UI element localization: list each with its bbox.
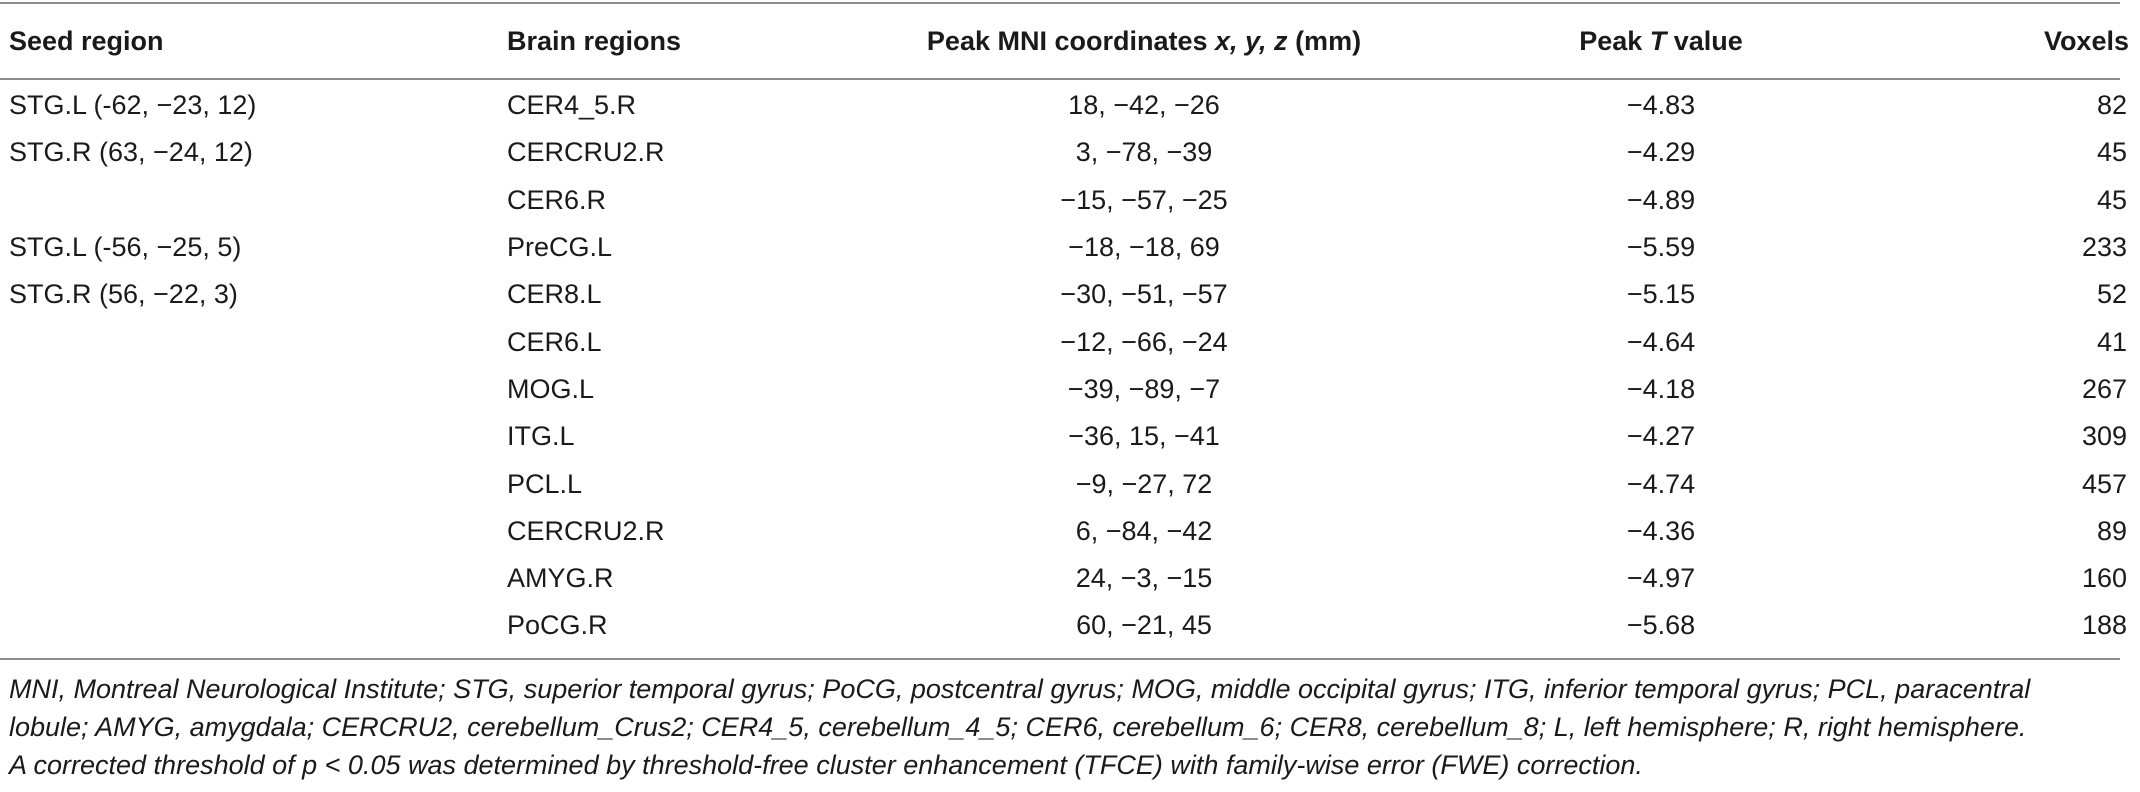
header-coords-vars: x, y, z bbox=[1215, 25, 1288, 56]
cell-peak-coordinates: −30, −51, −57 bbox=[1060, 279, 1228, 310]
cell-peak-coordinates: −9, −27, 72 bbox=[1075, 468, 1213, 499]
table-row bbox=[0, 460, 2140, 507]
header-brain-regions: Brain regions bbox=[507, 25, 682, 56]
cell-peak-coordinates: −36, 15, −41 bbox=[1068, 421, 1220, 452]
cell-peak-t-value: −4.36 bbox=[1626, 515, 1696, 546]
footnote-line: A corrected threshold of p < 0.05 was determined by threshold-free cluster enhancement (TFCE) with family-wise error (FWE) correction. bbox=[9, 750, 1643, 780]
cell-seed-region bbox=[0, 366, 507, 413]
cell-brain-region: PoCG.R bbox=[507, 610, 608, 641]
cell-seed-region bbox=[0, 318, 507, 365]
cell-brain-region: CER6.R bbox=[507, 184, 607, 215]
header-voxels: Voxels bbox=[2043, 25, 2129, 56]
cell-brain-region: MOG.L bbox=[507, 373, 595, 404]
cell-seed-region bbox=[0, 413, 507, 460]
cell-brain-region: ITG.L bbox=[507, 421, 575, 452]
header-row bbox=[0, 4, 2140, 78]
cell-voxels: 309 bbox=[2081, 421, 2127, 452]
table-bottom-rule bbox=[0, 658, 2120, 660]
cell-voxels: 45 bbox=[2096, 184, 2127, 215]
cell-peak-coordinates: 18, −42, −26 bbox=[1068, 90, 1220, 121]
table-row bbox=[0, 271, 2140, 318]
header-peak-prefix: Peak bbox=[1579, 25, 1650, 56]
footnote-line: MNI, Montreal Neurological Institute; STG, superior temporal gyrus; PoCG, postcentral gyrus; MOG, middle occipital gyrus; ITG, inferior temporal gyrus; PCL, paracentral bbox=[9, 674, 2031, 704]
cell-peak-t-value: −5.59 bbox=[1626, 232, 1696, 263]
cell-peak-coordinates: −18, −18, 69 bbox=[1068, 232, 1220, 263]
table-row bbox=[0, 413, 2140, 460]
table-row bbox=[0, 508, 2140, 555]
table-row bbox=[0, 318, 2140, 365]
cell-voxels: 82 bbox=[2096, 90, 2127, 121]
cell-voxels: 160 bbox=[2081, 563, 2127, 594]
cell-brain-region: PreCG.L bbox=[507, 232, 613, 263]
header-coords-prefix: Peak MNI coordinates bbox=[926, 25, 1216, 56]
cell-seed-region: STG.R (63, −24, 12) bbox=[9, 137, 253, 168]
table-body bbox=[0, 78, 2140, 650]
cell-seed-region bbox=[0, 602, 507, 649]
header-peak-suffix: value bbox=[1666, 25, 1743, 56]
cell-brain-region: CERCRU2.R bbox=[507, 515, 665, 546]
table-row bbox=[0, 177, 2140, 224]
table-row bbox=[0, 555, 2140, 602]
table-row bbox=[0, 129, 2140, 176]
cell-peak-t-value: −4.74 bbox=[1626, 468, 1696, 499]
cell-peak-t-value: −4.83 bbox=[1626, 90, 1696, 121]
table-footnote bbox=[9, 670, 2109, 784]
cell-seed-region bbox=[0, 460, 507, 507]
cell-brain-region: CER4_5.R bbox=[507, 90, 637, 121]
header-peak-t-value bbox=[1421, 4, 1901, 78]
cell-peak-t-value: −4.27 bbox=[1626, 421, 1696, 452]
cell-voxels: 233 bbox=[2081, 232, 2127, 263]
cell-peak-t-value: −5.15 bbox=[1626, 279, 1696, 310]
cell-peak-coordinates: 60, −21, 45 bbox=[1076, 610, 1212, 641]
cell-peak-coordinates: −15, −57, −25 bbox=[1060, 184, 1228, 215]
cell-peak-t-value: −4.18 bbox=[1626, 373, 1696, 404]
cell-peak-t-value: −4.29 bbox=[1626, 137, 1696, 168]
cell-voxels: 52 bbox=[2096, 279, 2127, 310]
cell-voxels: 89 bbox=[2096, 515, 2127, 546]
cell-peak-t-value: −5.68 bbox=[1626, 610, 1696, 641]
cell-voxels: 267 bbox=[2081, 373, 2127, 404]
cell-peak-coordinates: 6, −84, −42 bbox=[1075, 515, 1213, 546]
cell-seed-region: STG.L (-56, −25, 5) bbox=[9, 232, 242, 263]
cell-brain-region: CER6.L bbox=[507, 326, 602, 357]
footnote-line: lobule; AMYG, amygdala; CERCRU2, cerebellum_Crus2; CER4_5, cerebellum_4_5; CER6, cerebellum_6; CER8, cerebellum_8; L, left hemisphere; R, right hemisphere. bbox=[9, 712, 2027, 742]
header-seed-region: Seed region bbox=[9, 25, 164, 56]
table-row bbox=[0, 602, 2140, 649]
cell-peak-coordinates: −12, −66, −24 bbox=[1060, 326, 1228, 357]
cell-voxels: 188 bbox=[2081, 610, 2127, 641]
cell-voxels: 41 bbox=[2096, 326, 2127, 357]
cell-brain-region: PCL.L bbox=[507, 468, 583, 499]
cell-seed-region: STG.R (56, −22, 3) bbox=[9, 279, 238, 310]
cell-brain-region: AMYG.R bbox=[507, 563, 614, 594]
table-header bbox=[0, 4, 2140, 78]
cell-seed-region bbox=[0, 508, 507, 555]
cell-voxels: 45 bbox=[2096, 137, 2127, 168]
cell-peak-t-value: −4.89 bbox=[1626, 184, 1696, 215]
cell-peak-coordinates: −39, −89, −7 bbox=[1067, 373, 1221, 404]
cell-peak-t-value: −4.64 bbox=[1626, 326, 1696, 357]
cell-peak-coordinates: 3, −78, −39 bbox=[1075, 137, 1213, 168]
cell-seed-region: STG.L (-62, −23, 12) bbox=[9, 90, 257, 121]
results-table bbox=[0, 4, 2140, 650]
header-coords-suffix: (mm) bbox=[1287, 25, 1362, 56]
cell-seed-region bbox=[0, 555, 507, 602]
header-peak-var: T bbox=[1649, 25, 1667, 56]
header-peak-mni-coordinates bbox=[867, 4, 1421, 78]
cell-peak-t-value: −4.97 bbox=[1626, 563, 1696, 594]
cell-voxels: 457 bbox=[2081, 468, 2127, 499]
cell-brain-region: CERCRU2.R bbox=[507, 137, 665, 168]
cell-brain-region: CER8.L bbox=[507, 279, 602, 310]
cell-peak-coordinates: 24, −3, −15 bbox=[1075, 563, 1213, 594]
table-row bbox=[0, 78, 2140, 129]
table-row bbox=[0, 366, 2140, 413]
table-row bbox=[0, 224, 2140, 271]
cell-seed-region bbox=[0, 177, 507, 224]
